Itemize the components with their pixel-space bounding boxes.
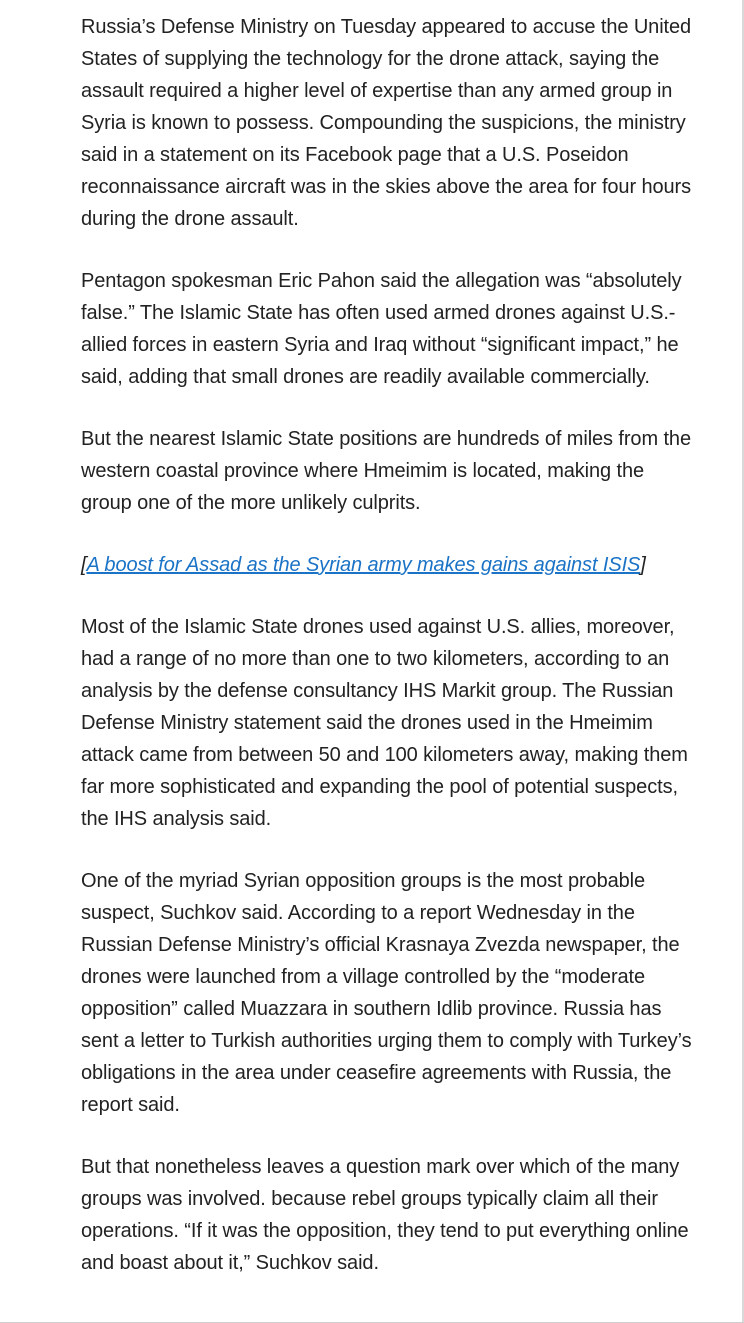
article-paragraph: But that nonetheless leaves a question mark over which of the many groups was involved. because rebel groups typically claim all their operations. “If it was the opposition, they tend to put everything online and boast about it,” Suchkov said. [81, 1156, 689, 1274]
related-article-link[interactable]: A boost for Assad as the Syrian army makes gains against ISIS [86, 554, 641, 576]
article-body [81, 11, 699, 1279]
related-close-bracket: ] [640, 554, 646, 576]
article-paragraph: But the nearest Islamic State positions are hundreds of miles from the western coastal province where Hmeimim is located, making the group one of the more unlikely culprits. [81, 428, 691, 514]
related-article-promo [81, 549, 699, 581]
related-open-bracket: [ [81, 554, 87, 576]
article-paragraph: Most of the Islamic State drones used against U.S. allies, moreover, had a range of no more than one to two kilometers, according to an analysis by the defense consultancy IHS Markit group. The Russian Defense Ministry statement said the drones used in the Hmeimim attack came from between 50 and 100 kilometers away, making them far more sophisticated and expanding the pool of potential suspects, the IHS analysis said. [81, 616, 688, 830]
article-paragraph: Russia’s Defense Ministry on Tuesday appeared to accuse the United States of supplying the technology for the drone attack, saying the assault required a higher level of expertise than any armed group in Syria is known to possess. Compounding the suspicions, the ministry said in a statement on its Facebook page that a U.S. Poseidon reconnaissance aircraft was in the skies above the area for four hours during the drone assault. [81, 16, 692, 230]
article-paragraph: Pentagon spokesman Eric Pahon said the allegation was “absolutely false.” The Islamic State has often used armed drones against U.S.-allied forces in eastern Syria and Iraq without “significant impact,” he said, adding that small drones are readily available commercially. [81, 270, 682, 388]
article-paragraph: One of the myriad Syrian opposition groups is the most probable suspect, Suchkov said. According to a report Wednesday in the Russian Defense Ministry’s official Krasnaya Zvezda newspaper, the drones were launched from a village controlled by the “moderate opposition” called Muazzara in southern Idlib province. Russia has sent a letter to Turkish authorities urging them to comply with Turkey’s obligations in the area under ceasefire agreements with Russia, the report said. [81, 870, 692, 1116]
